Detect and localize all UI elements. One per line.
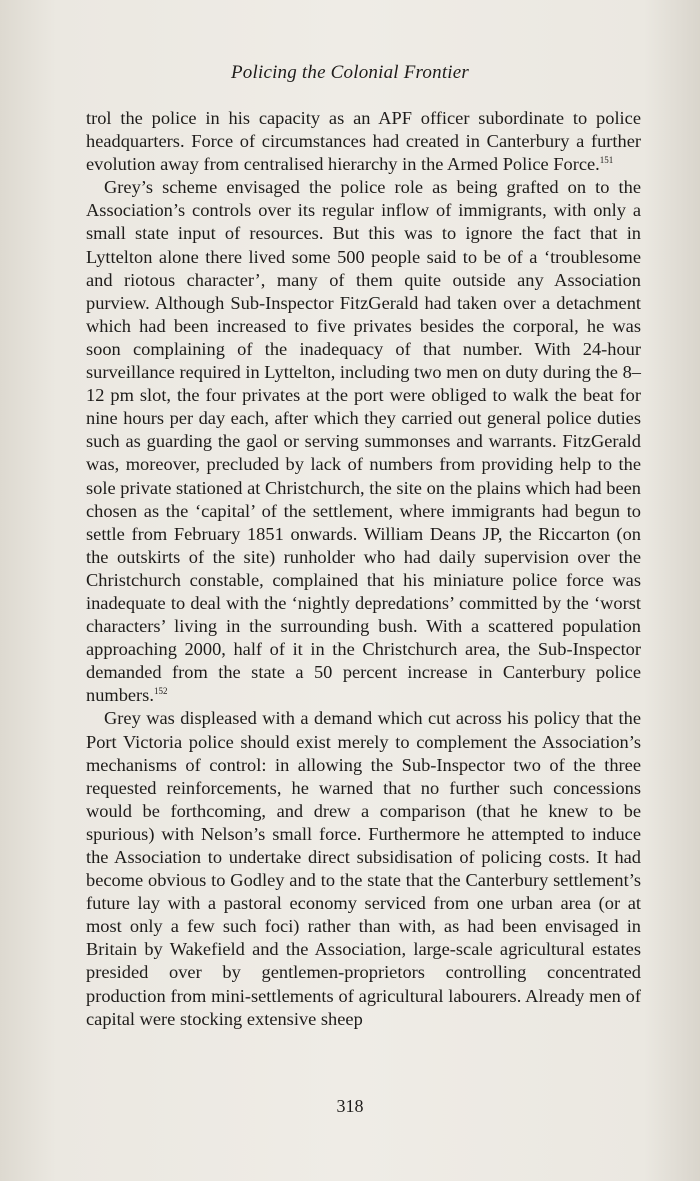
footnote-marker[interactable]: 151: [599, 155, 614, 166]
page-number: 318: [336, 1096, 364, 1116]
footnote-marker[interactable]: 152: [153, 686, 168, 697]
body-text: [86, 107, 641, 1031]
paragraph-text: Grey’s scheme envisaged the police role as being grafted on to the Association’s controls over its regular inflow of immigrants, with only a small state input of resources. But this was to ignore the fact that in Lyttelton alone there lived some 500 people said to be of a ‘troublesome and riotous character’, many of them quite outside any Association purview. Although Sub-Inspector FitzGerald had taken over a detachment which had been increased to five privates besides the corporal, he was soon complaining of the inadequacy of that number. With 24-hour surveillance required in Lyttelton, including two men on duty during the 8–12 pm slot, the four privates at the port were obliged to walk the beat for nine hours per day each, after which they carried out general police duties such as guarding the gaol or serving summonses and warrants. FitzGerald was, moreover, precluded by lack of numbers from providing help to the sole private stationed at Christchurch, the site on the plains which had been chosen as the ‘capital’ of the settlement, where immigrants had begun to settle from February 1851 onwards. William Deans JP, the Riccarton (on the outskirts of the site) runholder who had daily supervision over the Christchurch constable, complained that his miniature police force was inadequate to deal with the ‘nightly depredations’ committed by the ‘worst characters’ living in the surrounding bush. With a scattered population approaching 2000, half of it in the Christchurch area, the Sub-Inspector demanded from the state a 50 percent increase in Canterbury police numbers.: [86, 177, 641, 706]
paragraph: [86, 707, 641, 1030]
paragraph-text: trol the police in his capacity as an APF officer subordinate to police headquarters. Force of circumstances had created in Canterbury a further evolution away from centralised hierarchy in the Armed Police Force.: [86, 108, 641, 175]
paragraph: [86, 107, 641, 176]
paragraph-text: Grey was displeased with a demand which cut across his policy that the Port Victoria police should exist merely to complement the Association’s mechanisms of control: in allowing the Sub-Inspector two of the three requested reinforcements, he warned that no further such concessions would be forthcoming, and drew a comparison (that he knew to be spurious) with Nelson’s small force. Furthermore he attempted to induce the Association to undertake direct subsidisation of policing costs. It had become obvious to Godley and to the state that the Canterbury settlement’s future lay with a pastoral economy serviced from one urban area (or at most only a few such foci) rather than with, as had been envisaged in Britain by Wakefield and the Association, large-scale agricultural estates presided over by gentlemen-proprietors controlling concentrated production from mini-settlements of agricultural labourers. Already men of capital were stocking extensive sheep: [86, 708, 641, 1029]
paragraph: [86, 176, 641, 707]
running-head: Policing the Colonial Frontier: [230, 62, 470, 83]
